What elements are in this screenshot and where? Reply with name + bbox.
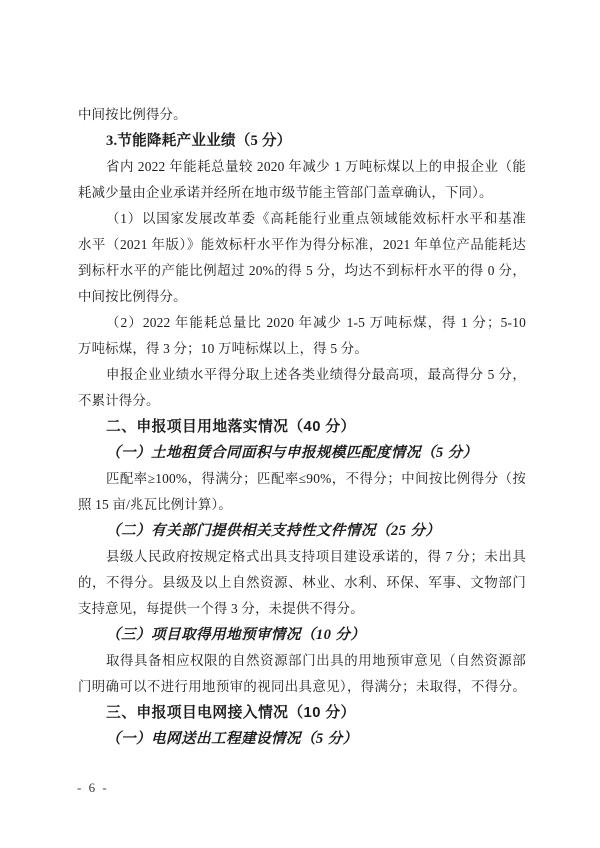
heading [78, 440, 526, 466]
text-line: 门明确可以不进行用地预审的视同出具意见），得满分；未取得，不得分。 [78, 679, 526, 694]
heading [78, 414, 526, 440]
text-line: 万吨标煤，得 3 分；10 万吨标煤以上，得 5 分。 [78, 341, 368, 356]
text-line: 3.节能降耗产业业绩（5 分） [106, 133, 292, 149]
text-line: 三、申报项目电网接入情况（10 分） [106, 705, 356, 721]
paragraph [78, 466, 526, 518]
text-line: 县级人民政府按规定格式出具支持项目建设承诺的，得 7 分；未出具 [106, 549, 526, 564]
text-line: （一）土地租赁合同面积与申报规模匹配度情况（5 分） [106, 445, 478, 461]
paragraph [78, 310, 526, 362]
text-line: （三）项目取得用地预审情况（10 分） [106, 627, 366, 643]
text-line: 耗减少量由企业承诺并经所在地市级节能主管部门盖章确认，下同）。 [78, 185, 493, 200]
text-line: 中间按比例得分。 [78, 107, 187, 122]
heading [78, 622, 526, 648]
paragraph [78, 362, 526, 414]
heading [78, 518, 526, 544]
heading [78, 700, 526, 726]
page-number: - 6 - [77, 780, 109, 795]
text-line: 不累计得分。 [78, 393, 160, 408]
text-line: 取得具备相应权限的自然资源部门出具的用地预审意见（自然资源部 [106, 653, 526, 668]
text-line: 照 15 亩/兆瓦比例计算）。 [78, 497, 233, 512]
paragraph [78, 206, 526, 310]
text-line: 的，不得分。县级及以上自然资源、林业、水利、环保、军事、文物部门 [78, 575, 526, 590]
text-line: （2）2022 年能耗总量比 2020 年减少 1-5 万吨标煤，得 1 分；5-10 [106, 315, 526, 330]
text-line: （1）以国家发展改革委《高耗能行业重点领域能效标杆水平和基准 [106, 211, 526, 226]
document-body [78, 102, 526, 752]
text-line: 水平（2021 年版）》能效标杆水平作为得分标准，2021 年单位产品能耗达 [78, 237, 526, 252]
text-line: （二）有关部门提供相关支持性文件情况（25 分） [106, 523, 441, 539]
heading [78, 726, 526, 752]
paragraph [78, 154, 526, 206]
text-line: 支持意见，每提供一个得 3 分，未提供不得分。 [78, 601, 364, 616]
text-line: 到标杆水平的产能比例超过 20%的得 5 分，均达不到标杆水平的得 0 分， [78, 263, 526, 278]
paragraph [78, 648, 526, 700]
paragraph [78, 102, 526, 128]
text-line: （一）电网送出工程建设情况（5 分） [106, 731, 358, 747]
text-line: 匹配率≥100%，得满分；匹配率≤90%，不得分；中间按比例得分（按 [106, 471, 526, 486]
text-line: 省内 2022 年能耗总量较 2020 年减少 1 万吨标煤以上的申报企业（能 [106, 159, 526, 174]
text-line: 申报企业业绩水平得分取上述各类业绩得分最高项，最高得分 5 分， [106, 367, 526, 382]
paragraph [78, 544, 526, 622]
heading [78, 128, 526, 154]
text-line: 二、申报项目用地落实情况（40 分） [106, 419, 356, 435]
text-line: 中间按比例得分。 [78, 289, 187, 304]
